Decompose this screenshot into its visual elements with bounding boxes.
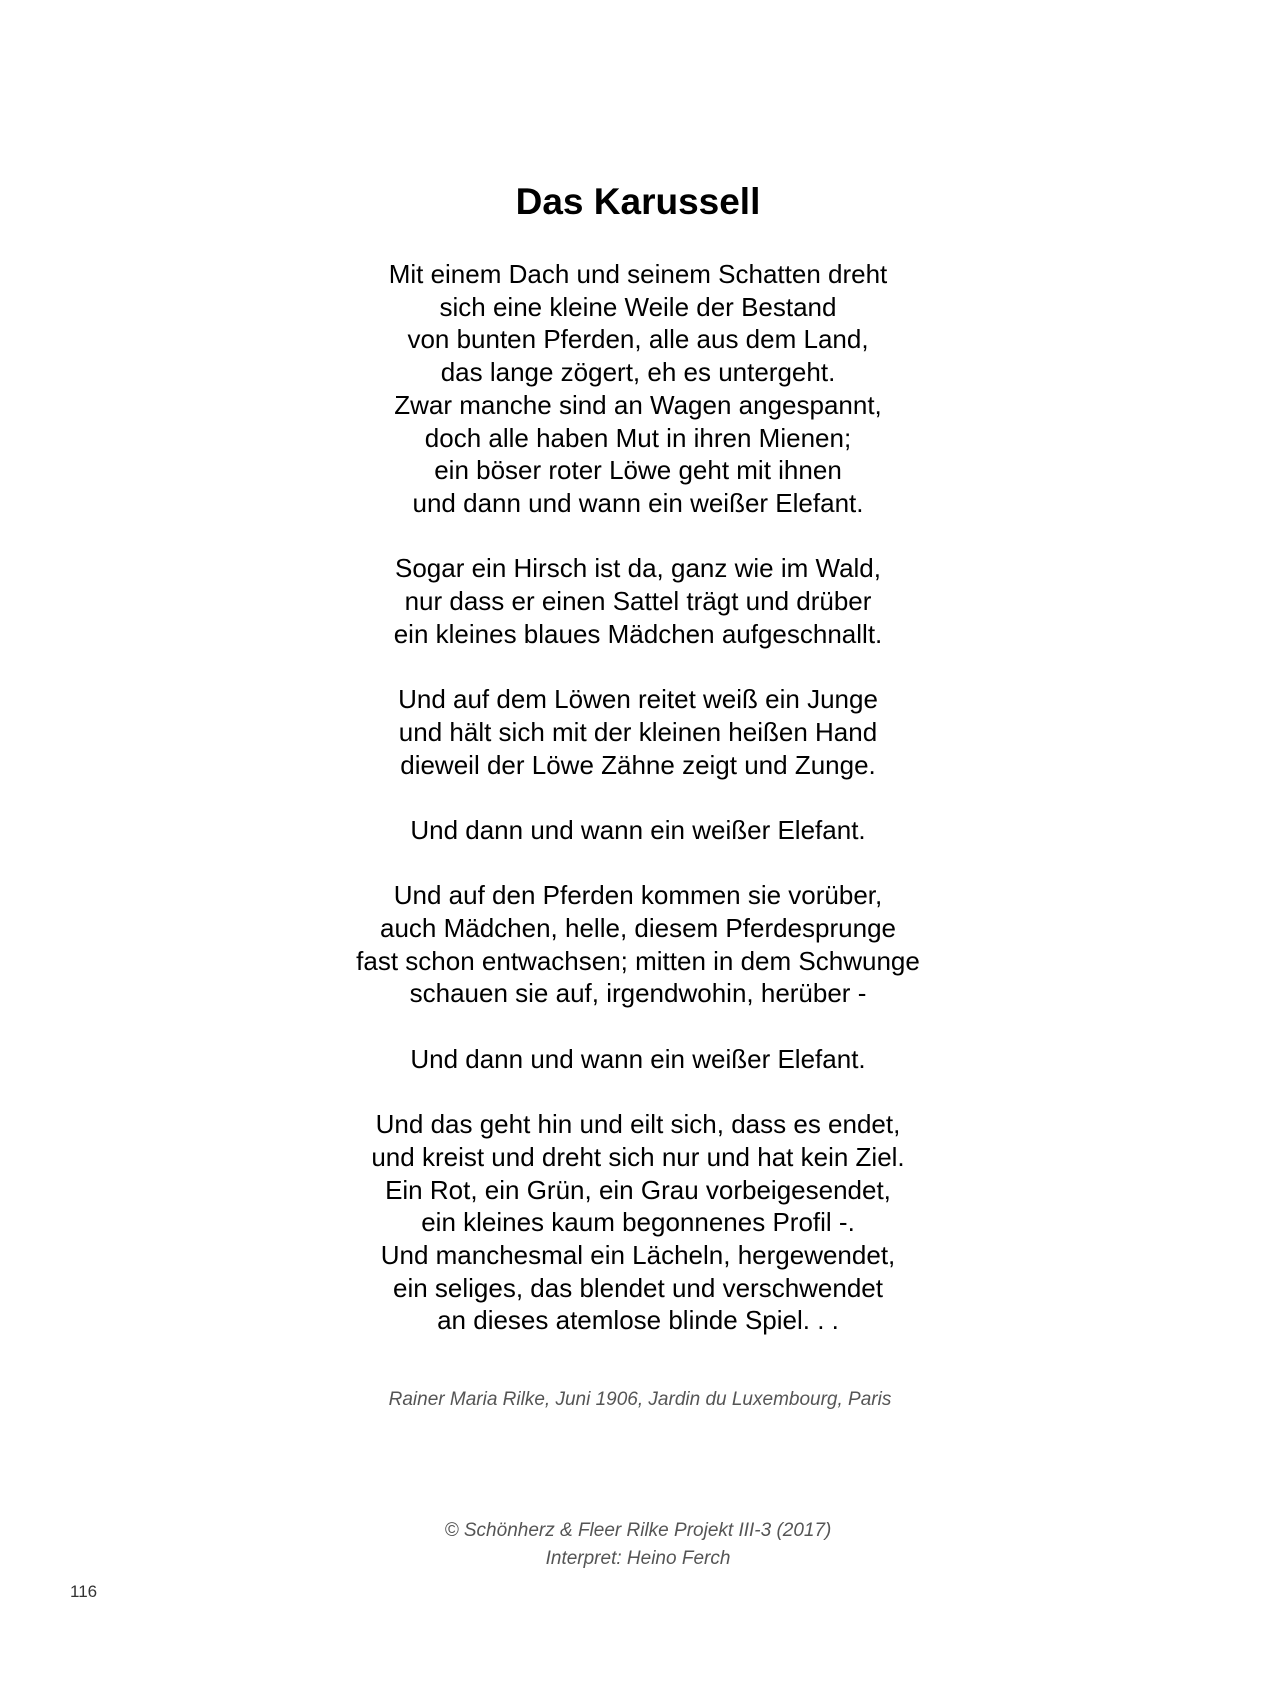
poem-line: das lange zögert, eh es untergeht. — [440, 357, 836, 388]
stanza — [0, 552, 1276, 650]
poem-line: Zwar manche sind an Wagen angespannt, — [394, 389, 882, 420]
page-number: 116 — [70, 1582, 98, 1601]
page-footer — [0, 1517, 1276, 1573]
stanza — [0, 258, 1276, 520]
poem-line: Und auf dem Löwen reitet weiß ein Junge — [398, 684, 878, 715]
poem-line: und dann und wann ein weißer Elefant. — [412, 487, 864, 518]
poem-line: und kreist und dreht sich nur und hat kein Ziel. — [371, 1141, 905, 1172]
poem-line: Und das geht hin und eilt sich, dass es endet, — [375, 1109, 901, 1140]
poem-line: ein böser roter Löwe geht mit ihnen — [434, 455, 842, 486]
poem-line: ein kleines blaues Mädchen aufgeschnallt. — [393, 618, 883, 649]
poem-line: sich eine kleine Weile der Bestand — [439, 291, 837, 322]
poem-line: von bunten Pferden, alle aus dem Land, — [407, 324, 869, 355]
poem-line: doch alle haben Mut in ihren Mienen; — [424, 422, 852, 453]
poem-line: Und auf den Pferden kommen sie vorüber, — [393, 880, 883, 911]
poem-line: ein seliges, das blendet und verschwendet — [393, 1272, 883, 1303]
stanza — [0, 879, 1276, 1010]
poem-line: Und dann und wann ein weißer Elefant. — [410, 1043, 866, 1074]
poem-body — [0, 258, 1276, 1337]
poem-line: dieweil der Löwe Zähne zeigt und Zunge. — [400, 749, 876, 780]
stanza — [0, 1043, 1276, 1076]
poem-line: Ein Rot, ein Grün, ein Grau vorbeigesendet, — [385, 1174, 891, 1205]
stanza — [0, 1108, 1276, 1337]
poem-line: nur dass er einen Sattel trägt und drüber — [404, 586, 872, 617]
poem-line: schauen sie auf, irgendwohin, herüber - — [409, 978, 867, 1009]
poem-line: und hält sich mit der kleinen heißen Hand — [398, 716, 878, 747]
poem-line: fast schon entwachsen; mitten in dem Schwunge — [356, 945, 920, 976]
poem-line: ein kleines kaum begonnenes Profil -. — [421, 1207, 855, 1238]
poem-line: Sogar ein Hirsch ist da, ganz wie im Wald, — [394, 553, 881, 584]
poem-line: Und dann und wann ein weißer Elefant. — [410, 814, 866, 845]
poem-line: auch Mädchen, helle, diesem Pferdesprunge — [380, 913, 896, 943]
poem-line: an dieses atemlose blinde Spiel. . . — [437, 1305, 839, 1336]
poem-line: Und manchesmal ein Lächeln, hergewendet, — [380, 1240, 896, 1270]
stanza — [0, 814, 1276, 847]
interpreter-line: Interpret: Heino Ferch — [545, 1548, 731, 1569]
stanza — [0, 683, 1276, 781]
poem-line: Mit einem Dach und seinem Schatten dreht — [388, 259, 888, 289]
poem-attribution: Rainer Maria Rilke, Juni 1906, Jardin du Luxembourg, Paris — [388, 1389, 892, 1410]
copyright-line: © Schönherz & Fleer Rilke Projekt III-3 (2017) — [444, 1520, 832, 1541]
poem-title: Das Karussell — [515, 181, 761, 222]
